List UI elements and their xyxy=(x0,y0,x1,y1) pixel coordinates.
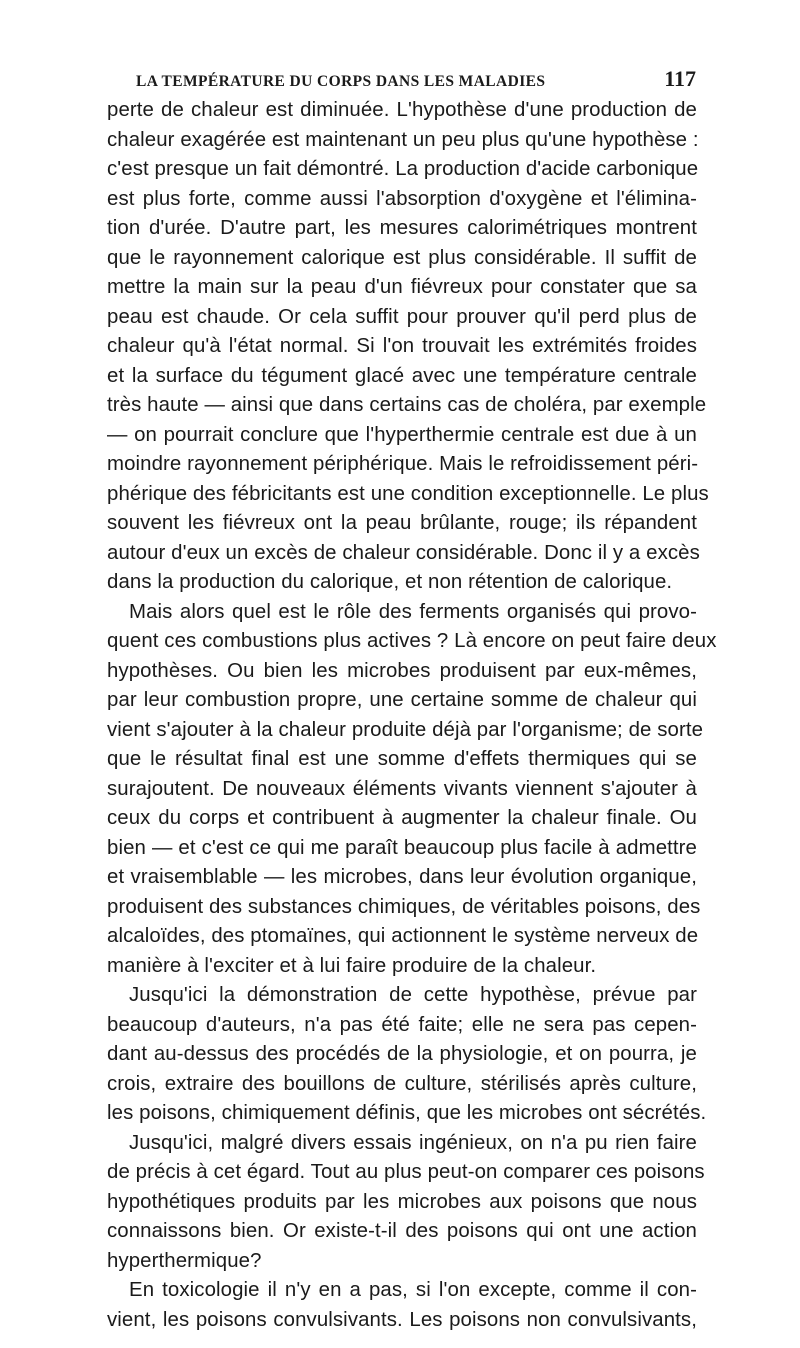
text-line: par leur combustion propre, une certaine somme de chaleur qui xyxy=(107,689,697,711)
text-line: produisent des substances chimiques, de véritables poisons, des xyxy=(107,895,701,918)
text-line: chaleur exagérée est maintenant un peu plus qu'une hypothèse : xyxy=(107,128,699,151)
text-line: hypothèses. Ou bien les microbes produisent par eux-mêmes, xyxy=(107,659,697,682)
text-line: — on pourrait conclure que l'hyperthermie centrale est due à un xyxy=(107,423,697,446)
text-line: mettre la main sur la peau d'un fiévreux pour constater que sa xyxy=(107,276,697,298)
text-line: chaleur qu'à l'état normal. Si l'on trouvait les extrémités froides xyxy=(107,335,697,357)
text-line: peau est chaude. Or cela suffit pour prouver qu'il perd plus de xyxy=(107,305,697,328)
text-line: que le rayonnement calorique est plus considérable. Il suffit de xyxy=(107,246,697,269)
text-line: tion d'urée. D'autre part, les mesures calorimétriques montrent xyxy=(107,217,697,239)
text-line: de précis à cet égard. Tout au plus peut-on comparer ces poisons xyxy=(107,1161,705,1183)
text-line: dans la production du calorique, et non rétention de calorique. xyxy=(107,571,673,593)
body-text xyxy=(107,96,717,1335)
text-line: crois, extraire des bouillons de culture, stérilisés après culture, xyxy=(107,1072,697,1095)
text-line: En toxicologie il n'y en a pas, si l'on excepte, comme il con- xyxy=(129,1279,697,1301)
chapter-title: LA TEMPÉRATURE DU CORPS DANS LES MALADIES xyxy=(136,73,546,90)
text-line: est plus forte, comme aussi l'absorption d'oxygène et l'élimina- xyxy=(107,187,697,210)
text-line: bien — et c'est ce qui me paraît beaucoup plus facile à admettre xyxy=(107,836,697,859)
text-line: autour d'eux un excès de chaleur considérable. Donc il y a excès xyxy=(107,541,700,564)
running-header xyxy=(120,66,696,92)
text-line: phérique des fébricitants est une condition exceptionnelle. Le plus xyxy=(107,482,709,505)
page-number: 117 xyxy=(664,66,696,91)
text-line: vient, les poisons convulsivants. Les poisons non convulsivants, xyxy=(107,1308,697,1331)
text-line: perte de chaleur est diminuée. L'hypothèse d'une production de xyxy=(107,99,697,121)
text-line: souvent les fiévreux ont la peau brûlante, rouge; ils répandent xyxy=(107,512,697,534)
text-line: connaissons bien. Or existe-t-il des poisons qui ont une action xyxy=(107,1220,697,1242)
text-line: moindre rayonnement périphérique. Mais le refroidissement péri- xyxy=(107,453,699,475)
text-line: manière à l'exciter et à lui faire produire de la chaleur. xyxy=(107,954,597,977)
text-line: surajoutent. De nouveaux éléments vivants viennent s'ajouter à xyxy=(107,777,697,800)
text-line: et la surface du tégument glacé avec une température centrale xyxy=(107,364,697,387)
text-line: très haute — ainsi que dans certains cas de choléra, par exemple xyxy=(107,394,707,416)
text-line: beaucoup d'auteurs, n'a pas été faite; elle ne sera pas cepen- xyxy=(107,1013,697,1036)
text-line: Jusqu'ici la démonstration de cette hypothèse, prévue par xyxy=(129,984,697,1006)
text-line: que le résultat final est une somme d'effets thermiques qui se xyxy=(107,748,697,770)
text-line: hypothétiques produits par les microbes aux poisons que nous xyxy=(107,1190,697,1213)
text-line: dant au-dessus des procédés de la physiologie, et on pourra, je xyxy=(107,1043,697,1065)
text-line: hyperthermique? xyxy=(107,1249,262,1272)
text-line: c'est presque un fait démontré. La production d'acide carbonique xyxy=(107,158,699,180)
text-line: Jusqu'ici, malgré divers essais ingénieux, on n'a pu rien faire xyxy=(129,1131,697,1154)
text-line: les poisons, chimiquement définis, que les microbes ont sécrétés. xyxy=(107,1102,707,1124)
text-line: alcaloïdes, des ptomaïnes, qui actionnent le système nerveux de xyxy=(107,925,699,947)
text-line: et vraisemblable — les microbes, dans leur évolution organique, xyxy=(107,866,697,888)
text-line: Mais alors quel est le rôle des ferments organisés qui provo- xyxy=(129,600,697,623)
text-line: ceux du corps et contribuent à augmenter la chaleur finale. Ou xyxy=(107,807,697,829)
text-line: vient s'ajouter à la chaleur produite déjà par l'organisme; de sorte xyxy=(107,718,704,741)
text-line: quent ces combustions plus actives ? Là encore on peut faire deux xyxy=(107,630,717,652)
